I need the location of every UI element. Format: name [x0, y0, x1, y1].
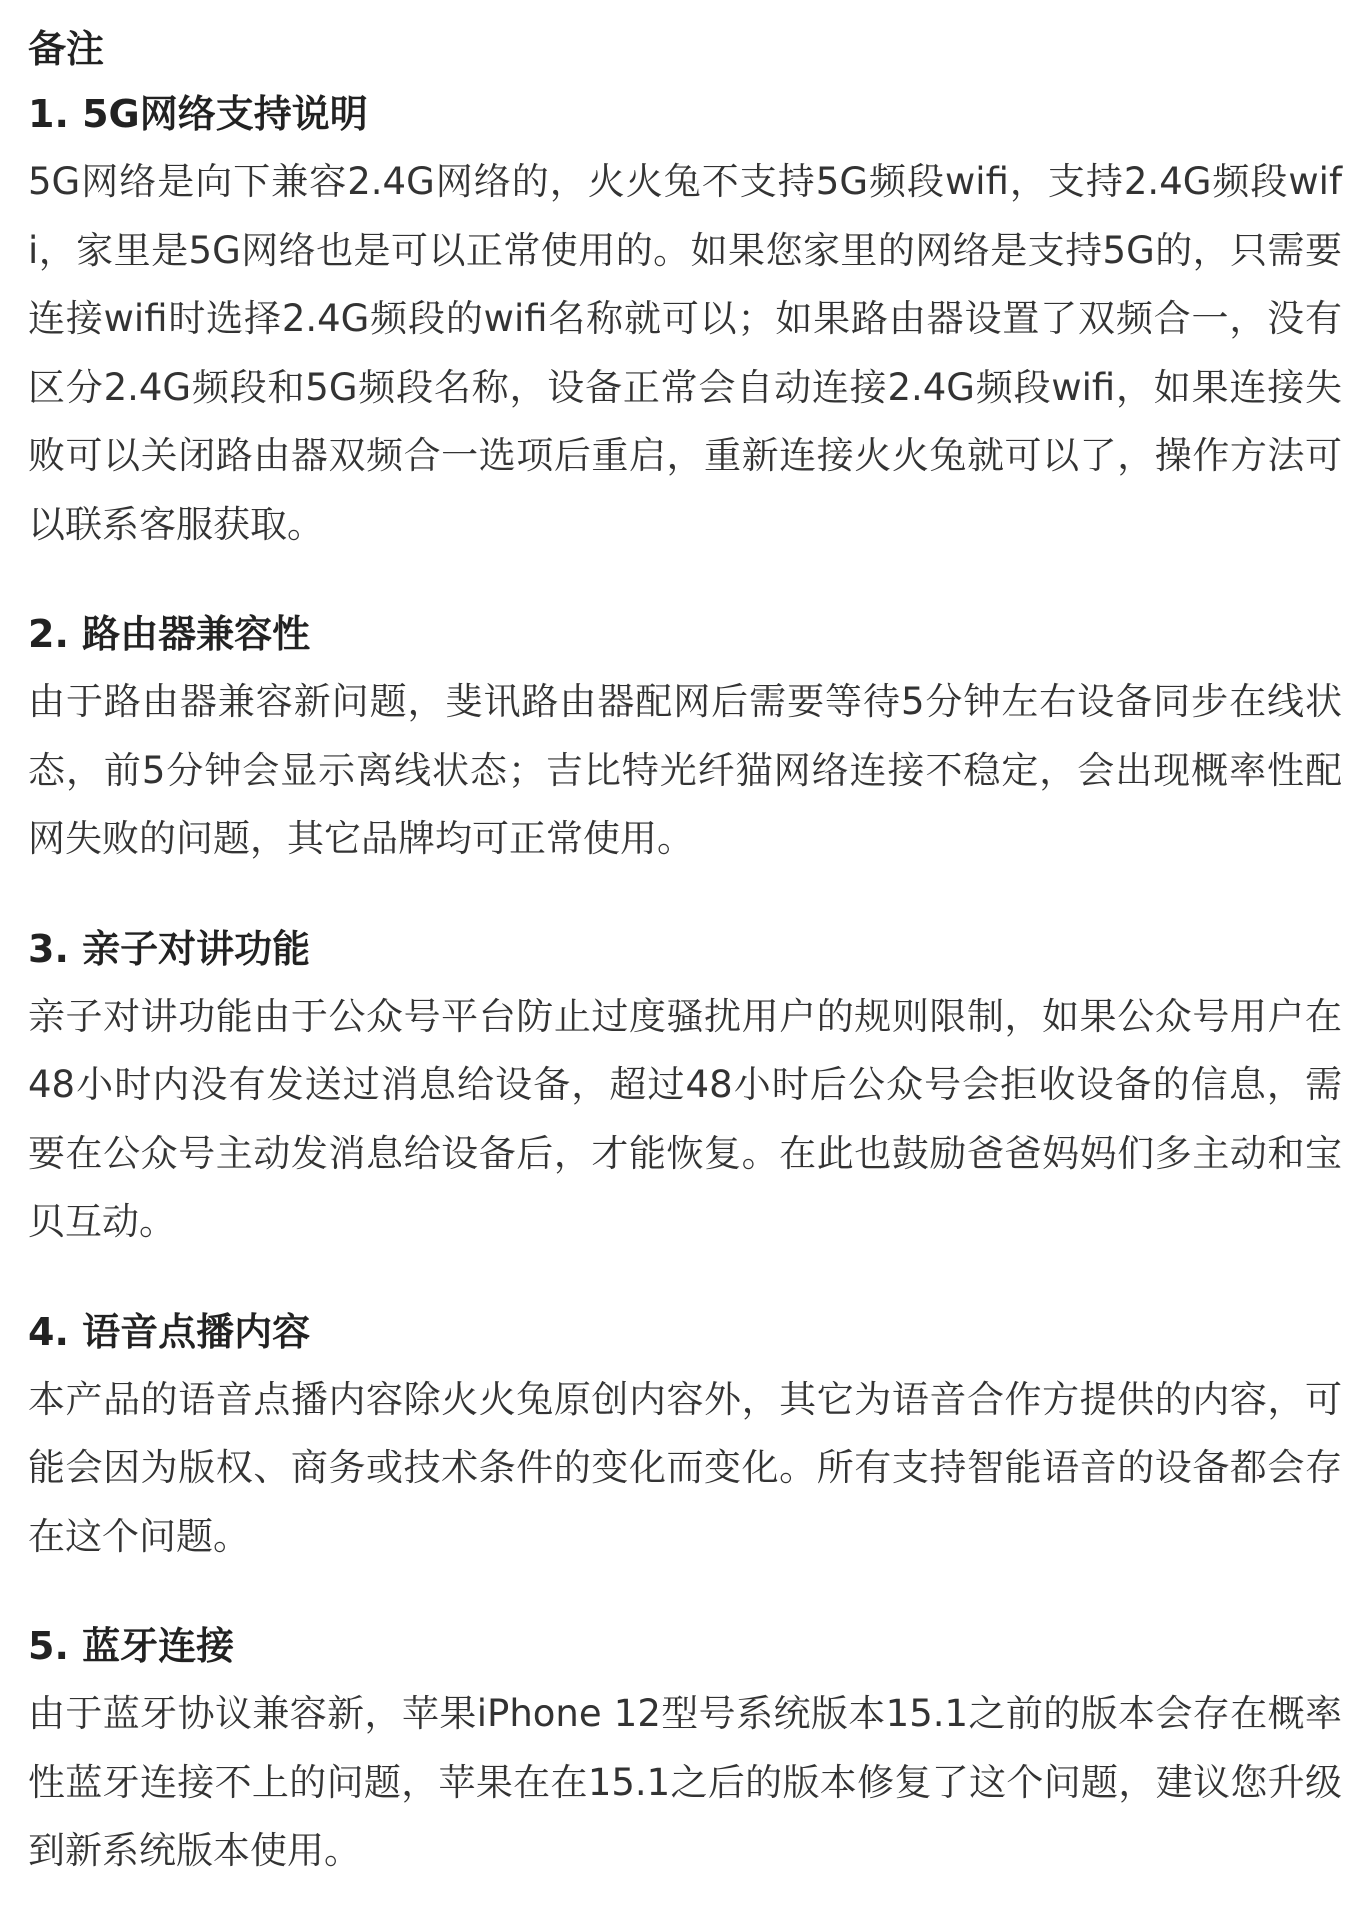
section-spacer — [28, 1257, 1342, 1298]
section-voice-on-demand — [28, 1298, 1342, 1572]
section-body: 由于蓝牙协议兼容新，苹果iPhone 12型号系统版本15.1之前的版本会存在概率性蓝牙连接不上的问题，苹果在在15.1之后的版本修复了这个问题，建议您升级到新系统版本使用。 — [28, 1692, 1342, 1872]
section-5g-network — [28, 80, 1342, 559]
section-router-compatibility — [28, 600, 1342, 874]
section-body: 5G网络是向下兼容2.4G网络的，火火兔不支持5G频段wifi，支持2.4G频段wifi，家里是5G网络也是可以正常使用的。如果您家里的网络是支持5G的，只需要连接wifi时选择2.4G频段的wifi名称就可以；如果路由器设置了双频合一，没有区分2.4G频段和5G频段名称，设备正常会自动连接2.4G频段wifi，如果连接失败可以关闭路由器双频合一选项后重启，重新连接火火兔就可以了，操作方法可以联系客服获取。 — [28, 160, 1342, 546]
section-bluetooth-connection — [28, 1612, 1342, 1886]
section-spacer — [28, 559, 1342, 600]
section-title: 1. 5G网络支持说明 — [28, 92, 368, 136]
section-parent-child-intercom — [28, 915, 1342, 1257]
notes-heading: 备注 — [28, 27, 105, 71]
notes-document — [28, 18, 1342, 1886]
section-title: 4. 语音点播内容 — [28, 1309, 311, 1354]
section-body: 由于路由器兼容新问题，斐讯路由器配网后需要等待5分钟左右设备同步在线状态，前5分钟会显示离线状态；吉比特光纤猫网络连接不稳定，会出现概率性配网失败的问题，其它品牌均可正常使用。 — [28, 680, 1342, 860]
section-title: 2. 路由器兼容性 — [28, 612, 311, 656]
section-spacer — [28, 1571, 1342, 1612]
section-body: 亲子对讲功能由于公众号平台防止过度骚扰用户的规则限制，如果公众号用户在48小时内没有发送过消息给设备，超过48小时后公众号会拒收设备的信息，需要在公众号主动发消息给设备后，才能恢复。在此也鼓励爸爸妈妈们多主动和宝贝互动。 — [28, 994, 1342, 1243]
section-body: 本产品的语音点播内容除火火兔原创内容外，其它为语音合作方提供的内容，可能会因为版权、商务或技术条件的变化而变化。所有支持智能语音的设备都会存在这个问题。 — [28, 1377, 1342, 1558]
section-title: 3. 亲子对讲功能 — [28, 926, 311, 971]
section-spacer — [28, 874, 1342, 915]
section-title: 5. 蓝牙连接 — [28, 1624, 235, 1668]
